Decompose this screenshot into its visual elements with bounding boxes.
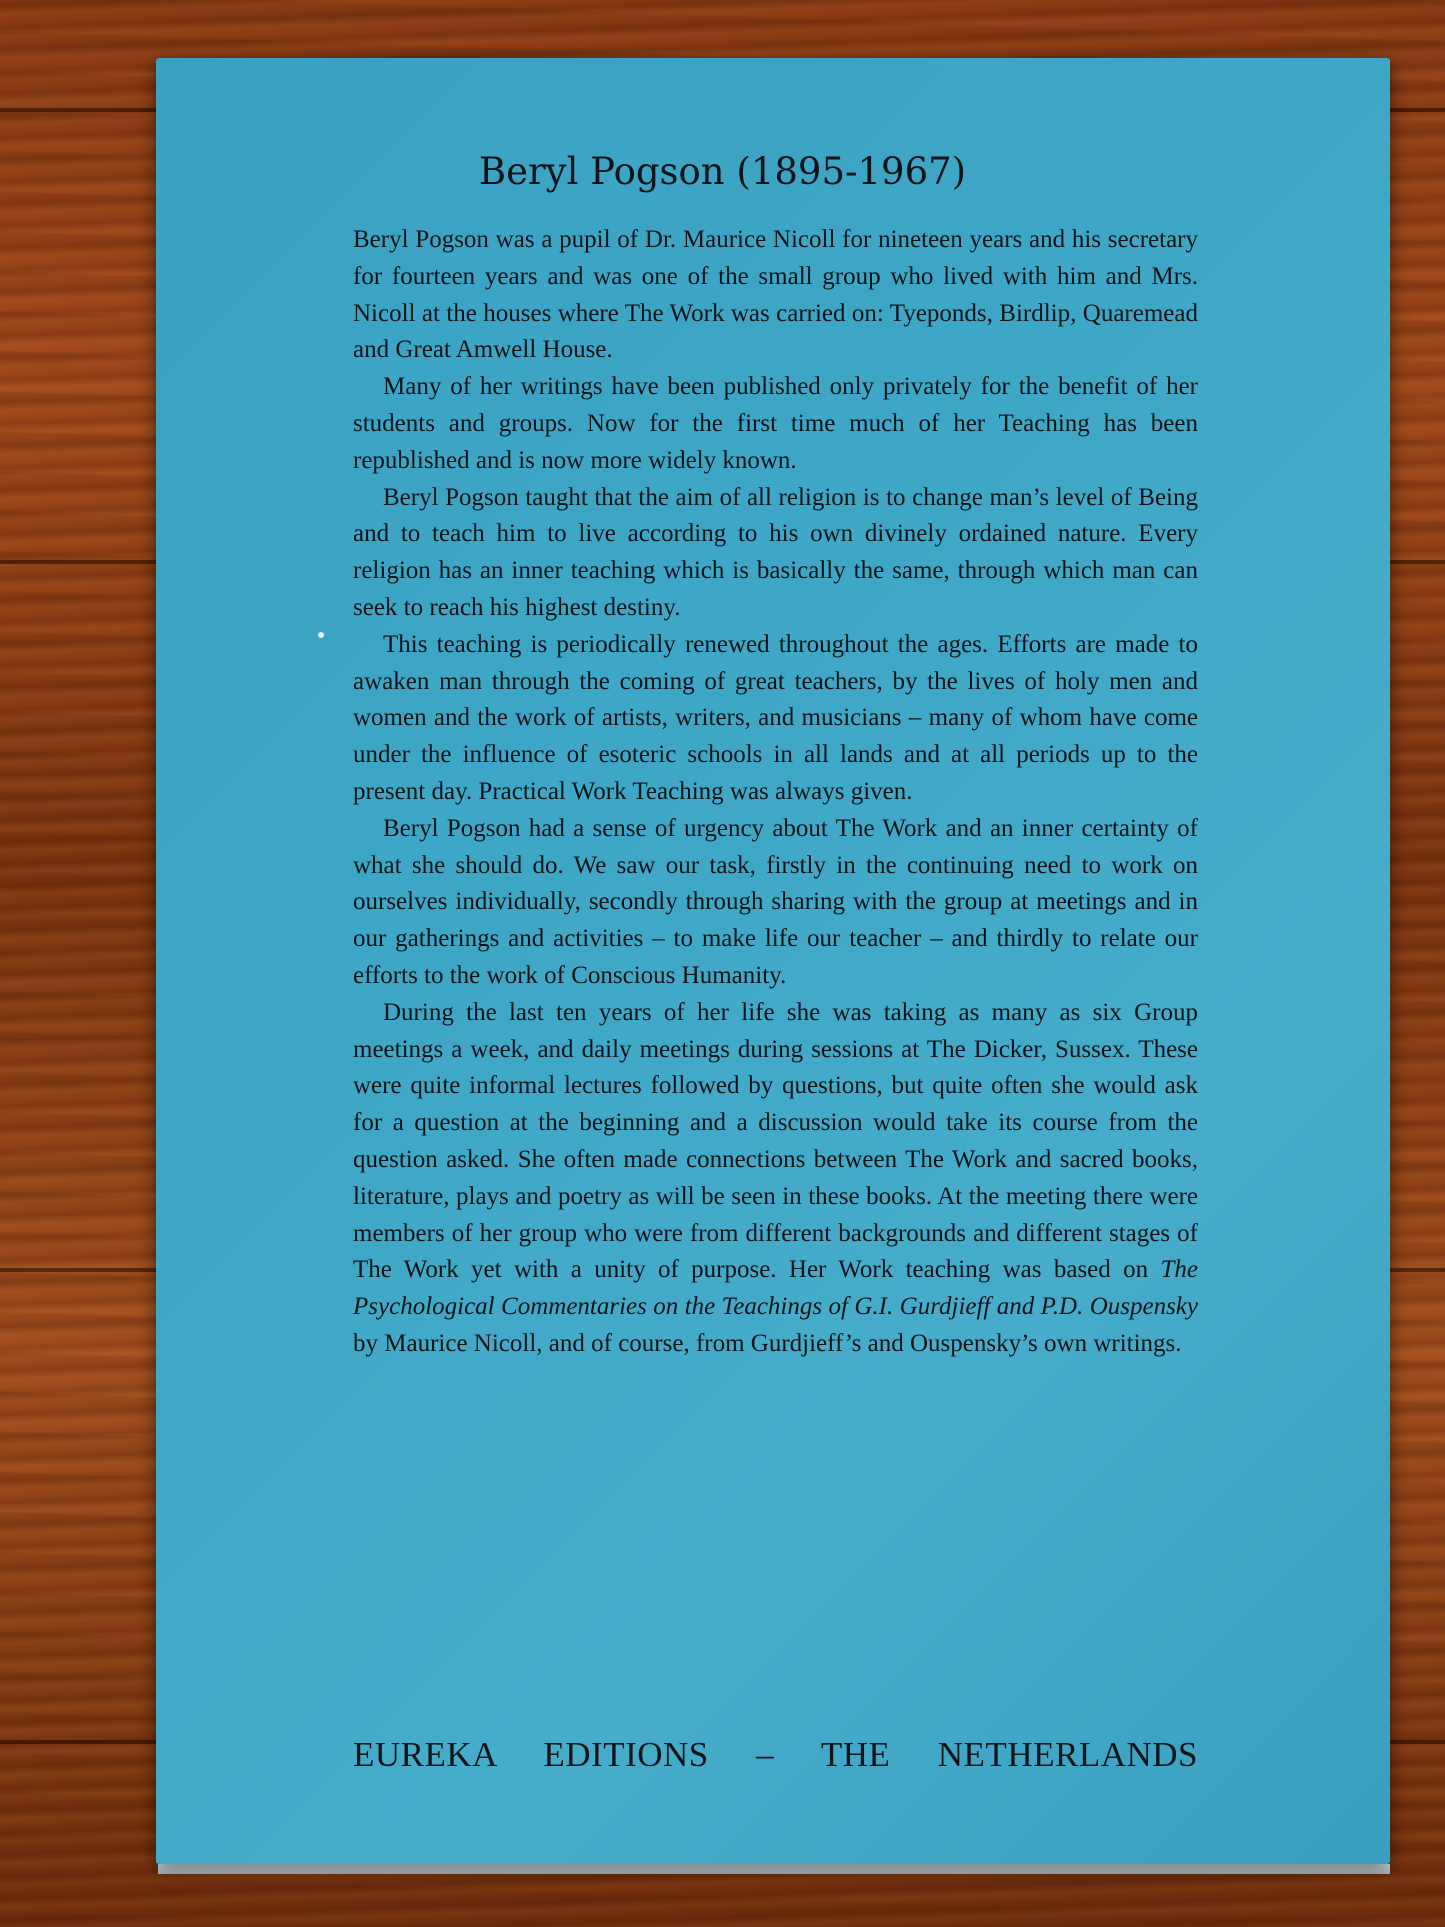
cover-title: Beryl Pogson (1895-1967) (478, 150, 967, 193)
blurb-paragraph: Beryl Pogson taught that the aim of all religion is to change man’s level of Being and to teach him to live according to his own divinely ordained nature. Every religion has an inner teaching which is basically the same, through which man can seek to reach his highest destiny. (353, 483, 1198, 621)
blurb-text: During the last ten years of her life she was taking as many as six Group meetings a week, and daily meetings during sessions at The Dicker, Sussex. These were quite informal lectures followed by questions, but quite often she would ask for a question at the beginning and a discussion would take its course from the question asked. She often made connections between The Work and sacred books, literature, plays and poetry as will be seen in these books. At the meeting there were members of her group who were from different backgrounds and different stages of The Work yet with a unity of purpose. Her Work teaching was based on (353, 998, 1198, 1284)
blurb-text: by Maurice Nicoll, and of course, from Gurdjieff’s and Ouspensky’s own writings. (353, 1329, 1182, 1357)
cover-blurb (353, 222, 1198, 1363)
blurb-paragraph: Beryl Pogson was a pupil of Dr. Maurice Nicoll for nineteen years and his secretary for fourteen years and was one of the small group who lived with him and Mrs. Nicoll at the houses where The Work was carried on: Tyeponds, Birdlip, Quaremead and Great Amwell House. (353, 226, 1198, 364)
blurb-paragraph: This teaching is periodically renewed throughout the ages. Efforts are made to awaken man through the coming of great teachers, by the lives of holy men and women and the work of artists, writers, and musicians – many of whom have come under the influence of esoteric schools in all lands and at all periods up to the present day. Practical Work Teaching was always given. (353, 630, 1198, 805)
book-reference-title: The Psychological Commentaries on the Teachings of G.I. Gurdjieff and P.D. Ouspensky (353, 1256, 1198, 1321)
blurb-paragraph: Many of her writings have been published only privately for the benefit of her students and groups. Now for the first time much of her Teaching has been republished and is now more widely known. (353, 373, 1198, 474)
blurb-paragraph: Beryl Pogson had a sense of urgency about The Work and an inner certainty of what she should do. We saw our task, firstly in the continuing need to work on ourselves individually, secondly through sharing with the group at meetings and in our gatherings and activities – to make life our teacher – and thirdly to relate our efforts to the work of Conscious Humanity. (353, 814, 1198, 989)
book-page-edge (158, 1864, 1390, 1874)
blurb-paragraph-last (353, 995, 1198, 1363)
cover-speck (318, 632, 324, 638)
publisher-imprint: EUREKA EDITIONS – THE NETHERLANDS (353, 1735, 1198, 1774)
